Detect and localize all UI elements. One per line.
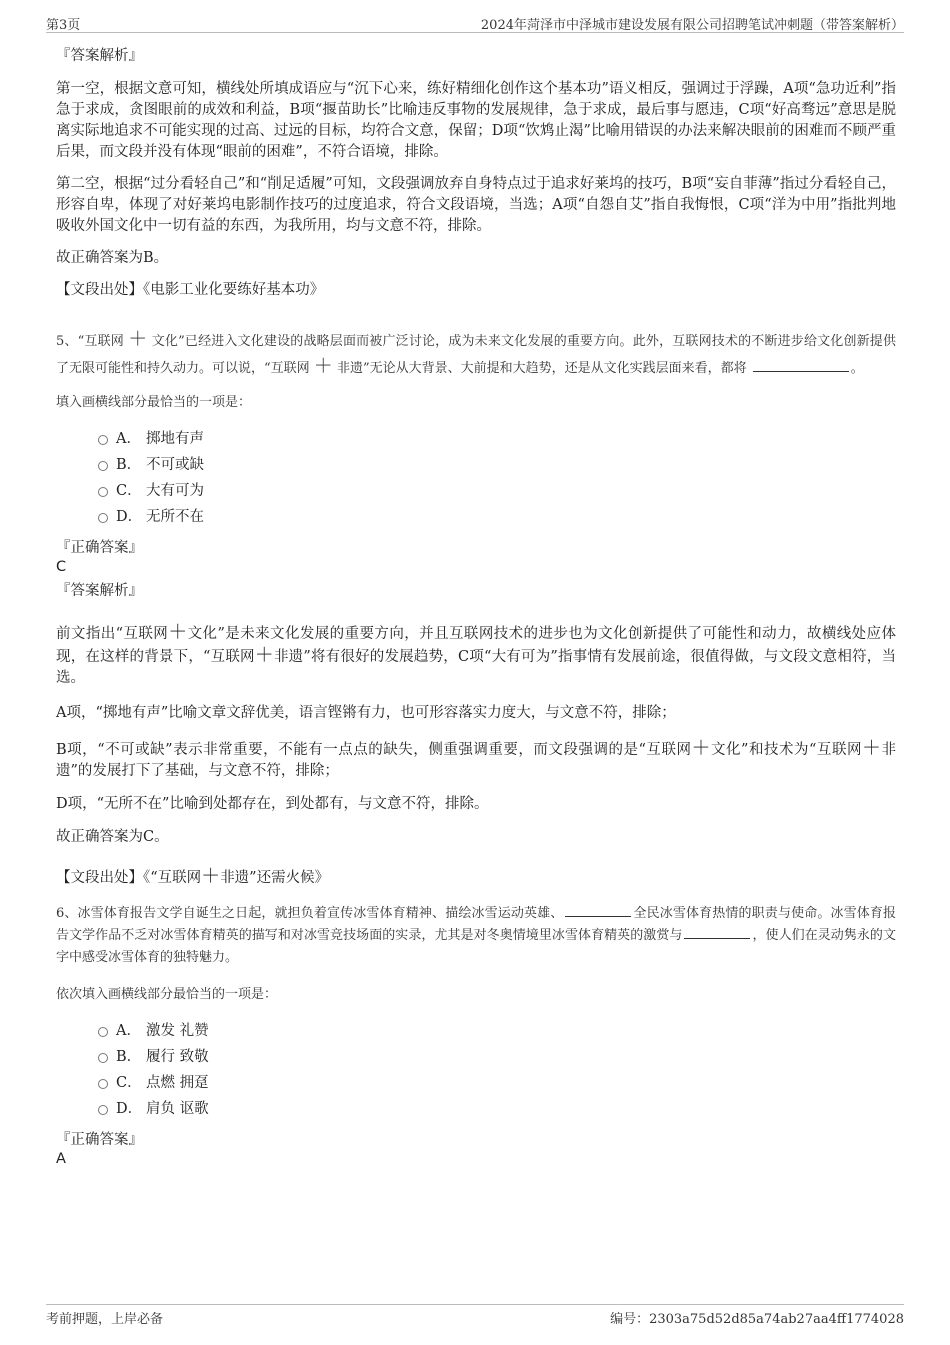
option-a[interactable] [98,1018,896,1044]
question-6 [56,903,896,969]
analysis-paragraph: 第一空，根据文意可知，横线处所填成语应与“沉下心来，练好精细化创作这个基本功”语义相反，强调过于浮躁，A项“急功近利”指急于求成，贪图眼前的成效和利益，B项“揠苗助长”比喻违反事物的发展规律，急于求成，最后事与愿违，C项“好高骛远”意思是脱离实际地追求不可能实现的过高、过远的目标，均符合文意，保留；D项“饮鸩止渴”比喻用错误的办法来解决眼前的困难而不顾严重后果，而文段并没有体现“眼前的困难”，不符合语境，排除。 [56,81,896,160]
question-text: 文化”已经进入文化建设的战略层面而被广泛讨论，成为未来文化发展的重要方向。此外，互联网技术的不断进步给文化创新提供了无限可能性和持久动力。可以说，“互联网 [56,334,896,376]
source-text: 【文段出处】《“互联网 [56,870,202,886]
analysis-paragraph: 第二空，根据“过分看轻自己”和“削足适履”可知，文段强调放弃自身特点过于追求好莱坞的技巧，B项“妄自菲薄”指过分看轻自己，形容自卑，体现了对好莱坞电影制作技巧的过度追求，符合文段语境，当选；A项“自怨自艾”指自我悔恨，C项“洋为中用”指批判地吸收外国文化中一切有益的东西，为我所用，均与文意不符，排除。 [56,176,896,234]
fill-blank [753,359,849,372]
option-letter: D． [116,1101,143,1117]
page-header [46,12,904,33]
option-c[interactable] [98,478,896,504]
option-text: 无所不在 [146,509,204,525]
option-text: 点燃 拥趸 [146,1075,209,1091]
analysis-text: 非遗”将有很好的发展趋势，C项“大有可为”指事情有发展前途，很值得做，与文段文意相符，当选。 [56,649,896,686]
radio-icon[interactable] [98,461,108,471]
question-text: 6、冰雪体育报告文学自诞生之日起，就担负着宣传冰雪体育精神、描绘冰雪运动英雄、 [56,906,564,921]
radio-icon[interactable] [98,487,108,497]
passage-source: 【文段出处】《电影工业化要练好基本功》 [56,282,325,298]
option-text: 履行 致敬 [146,1049,209,1065]
page-footer [46,1304,904,1325]
option-a[interactable] [98,426,896,452]
option-d[interactable] [98,1096,896,1122]
radio-icon[interactable] [98,1105,108,1115]
correct-answer-label: 『正确答案』 [56,1132,143,1148]
analysis-paragraph [56,622,896,689]
analysis-paragraph: A项，“掷地有声”比喻文章文辞优美，语言铿锵有力，也可形容落实力度大，与文意不符，排除； [56,705,676,721]
radio-icon[interactable] [98,435,108,445]
correct-answer: A [56,1151,66,1167]
plus-symbol: ＋ [691,737,711,759]
document-id: 编号：2303a75d52d85a74ab27aa4ff1774028 [610,1312,904,1327]
plus-symbol: ＋ [861,737,882,759]
analysis-paragraph: D项，“无所不在”比喻到处都存在，到处都有，与文意不符，排除。 [56,796,489,812]
document-title: 2024年菏泽市中泽城市建设发展有限公司招聘笔试冲刺题（带答案解析） [480,18,904,33]
fill-blank [684,926,750,939]
option-c[interactable] [98,1070,896,1096]
analysis-text: 非遗”的发展打下了基础，与文意不符，排除； [56,742,896,779]
fill-blank [565,904,631,917]
option-b[interactable] [98,452,896,478]
page-number: 第3页 [46,18,81,33]
plus-symbol: ＋ [254,644,274,666]
question-text: 5、“互联网 [56,334,124,349]
option-letter: C． [116,1075,142,1091]
correct-answer: C [56,559,67,575]
radio-icon[interactable] [98,513,108,523]
options-list [98,426,896,530]
question-text: 非遗”无论从大背景、大前提和大趋势，还是从文化实践层面来看，都将 [336,361,747,376]
option-text: 肩负 讴歌 [146,1101,209,1117]
options-list [98,1018,896,1122]
analysis-label: 『答案解析』 [56,48,143,64]
option-letter: C． [116,483,142,499]
option-text: 不可或缺 [146,457,204,473]
main-content [56,44,896,1171]
question-text: ，使人们在灵动隽永的文字中感受冰雪体育的独特魅力。 [56,928,896,965]
footer-slogan: 考前押题，上岸必备 [46,1312,164,1327]
plus-symbol: ＋ [313,355,333,377]
plus-symbol: ＋ [168,621,188,643]
option-b[interactable] [98,1044,896,1070]
option-letter: D． [116,509,143,525]
question-text: 全民冰雪体育热情的职责与使命。冰雪体育报告文学作品不乏对冰雪体育精英的描写和对冰雪竞技场面的实录，尤其是对冬奥情境里冰雪体育精英的激赏与 [56,906,896,943]
answer-conclusion: 故正确答案为C。 [56,829,169,845]
option-letter: B． [116,457,142,473]
option-letter: A． [116,431,141,447]
source-text: 非遗”还需火候》 [220,870,330,886]
analysis-label: 『答案解析』 [56,583,143,599]
question-prompt: 填入画横线部分最恰当的一项是： [56,395,252,410]
option-text: 大有可为 [146,483,204,499]
question-5 [56,327,896,381]
analysis-text: 文化”和技术为“互联网 [711,742,862,758]
option-text: 激发 礼赞 [146,1023,209,1039]
question-prompt: 依次填入画横线部分最恰当的一项是： [56,987,278,1002]
analysis-paragraph [56,738,896,782]
radio-icon[interactable] [98,1027,108,1037]
option-letter: B． [116,1049,142,1065]
option-text: 掷地有声 [146,431,204,447]
radio-icon[interactable] [98,1053,108,1063]
correct-answer-label: 『正确答案』 [56,540,143,556]
plus-symbol: ＋ [128,328,148,350]
analysis-text: 前文指出“互联网 [56,626,169,642]
option-letter: A． [116,1023,141,1039]
analysis-text: B项，“不可或缺”表示非常重要，不能有一点点的缺失，侧重强调重要，而文段强调的是“互联网 [56,742,692,758]
radio-icon[interactable] [98,1079,108,1089]
plus-symbol: ＋ [201,865,221,887]
answer-conclusion: 故正确答案为B。 [56,250,169,266]
analysis-text: 文化”是未来文化发展的重要方向，并且互联网技术的进步也为文化创新提供了可能性和动力，故横线处应体现，在这样的背景下，“互联网 [56,626,896,665]
question-text: 。 [850,361,864,376]
option-d[interactable] [98,504,896,530]
passage-source [56,866,896,889]
